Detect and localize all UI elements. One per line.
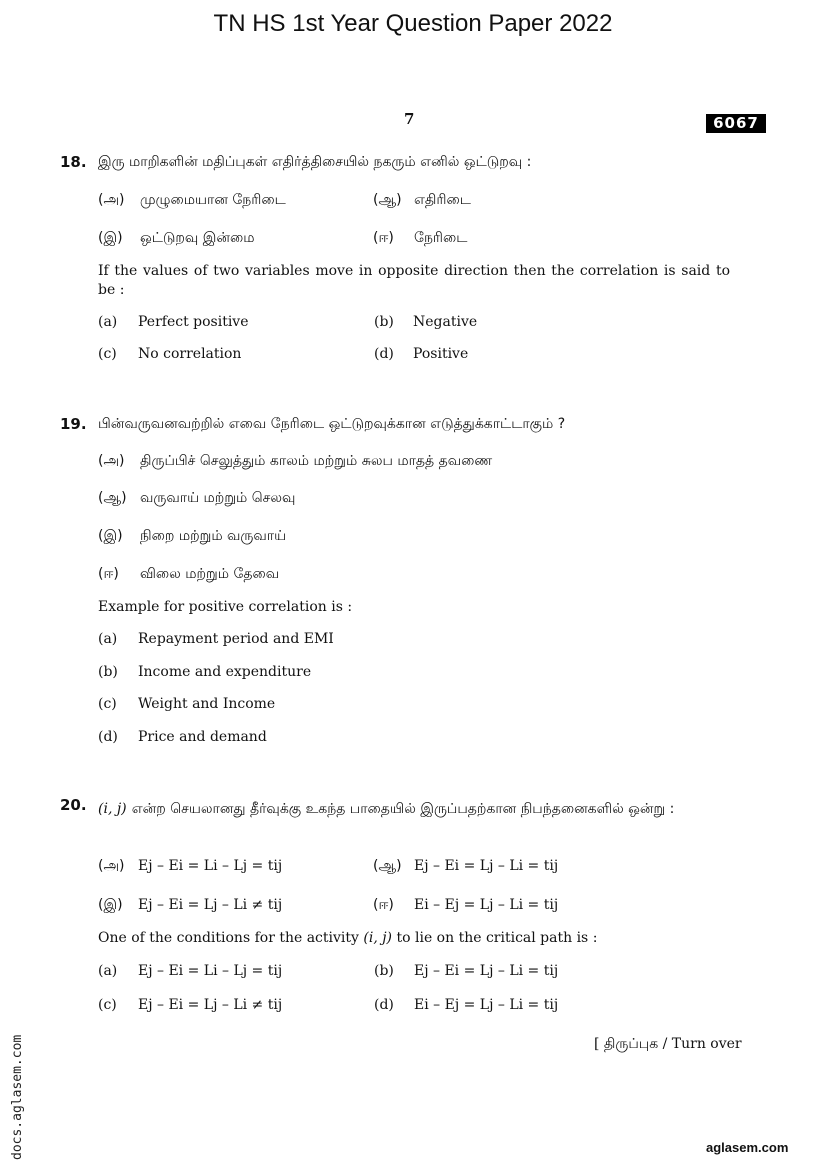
option-formula: Ej – Ei = Lj – Li ≠ tij (138, 997, 283, 1013)
option-label: (இ) (98, 897, 123, 913)
option-label: (அ) (98, 858, 125, 874)
option-text: Perfect positive (138, 314, 249, 330)
question-number: 18. (60, 153, 87, 171)
question-text-tamil: என்ற செயலானது தீர்வுக்கு உகந்த பாதையில் இருப்பதற்கான நிபந்தனைகளில் ஒன்று : (131, 801, 675, 817)
option-label: (ஈ) (373, 897, 394, 913)
option-label: (அ) (98, 453, 125, 469)
option-text: வருவாய் மற்றும் செலவு (140, 490, 296, 506)
option-text: No correlation (138, 346, 242, 362)
option-text: நேரிடை (414, 230, 468, 246)
option-label: (c) (98, 997, 117, 1013)
option-text: விலை மற்றும் தேவை (140, 566, 280, 582)
question-text-english: If the values of two variables move in opposite direction then the correlation is said to be : (98, 263, 730, 298)
option-label: (b) (374, 314, 394, 330)
question-text-tamil: பின்வருவனவற்றில் எவை நேரிடை ஒட்டுறவுக்கான எடுத்துக்காட்டாகும் ? (98, 416, 566, 432)
option-label: (b) (374, 963, 394, 979)
question-text-english: One of the conditions for the activity (98, 930, 359, 946)
option-formula: Ej – Ei = Lj – Li ≠ tij (138, 897, 283, 913)
option-formula: Ej – Ei = Lj – Li = tij (414, 963, 559, 979)
question-text-tamil-block (98, 796, 738, 821)
option-label: (a) (98, 963, 118, 979)
option-text: Positive (413, 346, 469, 362)
option-label: (d) (374, 346, 394, 362)
option-label: (a) (98, 314, 118, 330)
footer-brand: aglasem.com (706, 1140, 789, 1155)
option-text: Income and expenditure (138, 664, 312, 680)
turn-over-note: [ திருப்புக / Turn over (594, 1036, 742, 1052)
question-number: 20. (60, 796, 87, 814)
option-label: (a) (98, 631, 118, 647)
question-text-english-suffix: to lie on the critical path is : (396, 930, 598, 946)
paper-code-badge: 6067 (706, 114, 766, 133)
option-formula: Ei – Ej = Lj – Li = tij (414, 997, 559, 1013)
option-label: (அ) (98, 192, 125, 208)
option-label: (c) (98, 346, 117, 362)
option-text: முழுமையான நேரிடை (140, 192, 286, 208)
option-label: (ஆ) (373, 858, 402, 874)
option-label: (இ) (98, 528, 123, 544)
option-formula: Ej – Ei = Li – Lj = tij (138, 858, 283, 874)
option-text: எதிரிடை (414, 192, 471, 208)
option-text: Negative (413, 314, 478, 330)
option-text: திருப்பிச் செலுத்தும் காலம் மற்றும் சுலப மாதத் தவணை (140, 453, 493, 469)
question-text-tamil: இரு மாறிகளின் மதிப்புகள் எதிர்த்திசையில் நகரும் எனில் ஒட்டுறவு : (98, 154, 532, 170)
option-label: (ஆ) (98, 490, 127, 506)
option-formula: Ej – Ei = Lj – Li = tij (414, 858, 559, 874)
option-label: (ஈ) (373, 230, 394, 246)
option-text: Weight and Income (138, 696, 276, 712)
option-formula: Ej – Ei = Li – Lj = tij (138, 963, 283, 979)
option-text: Repayment period and EMI (138, 631, 334, 647)
page-number: 7 (404, 110, 415, 128)
side-watermark: docs.aglasem.com (10, 1034, 25, 1160)
option-text: ஒட்டுறவு இன்மை (140, 230, 255, 246)
page-title: TN HS 1st Year Question Paper 2022 (213, 10, 613, 37)
activity-variable: (i, j) (98, 801, 127, 817)
option-label: (ஈ) (98, 566, 119, 582)
option-label: (c) (98, 696, 117, 712)
activity-variable: (i, j) (363, 930, 393, 946)
option-text: நிறை மற்றும் வருவாய் (140, 528, 287, 544)
option-label: (இ) (98, 230, 123, 246)
option-label: (d) (98, 729, 118, 745)
option-formula: Ei – Ej = Lj – Li = tij (414, 897, 559, 913)
option-label: (ஆ) (373, 192, 402, 208)
option-text: Price and demand (138, 729, 267, 745)
question-text-english-block (98, 930, 597, 946)
question-number: 19. (60, 415, 87, 433)
option-label: (d) (374, 997, 394, 1013)
option-label: (b) (98, 664, 118, 680)
question-text-english: Example for positive correlation is : (98, 599, 353, 615)
